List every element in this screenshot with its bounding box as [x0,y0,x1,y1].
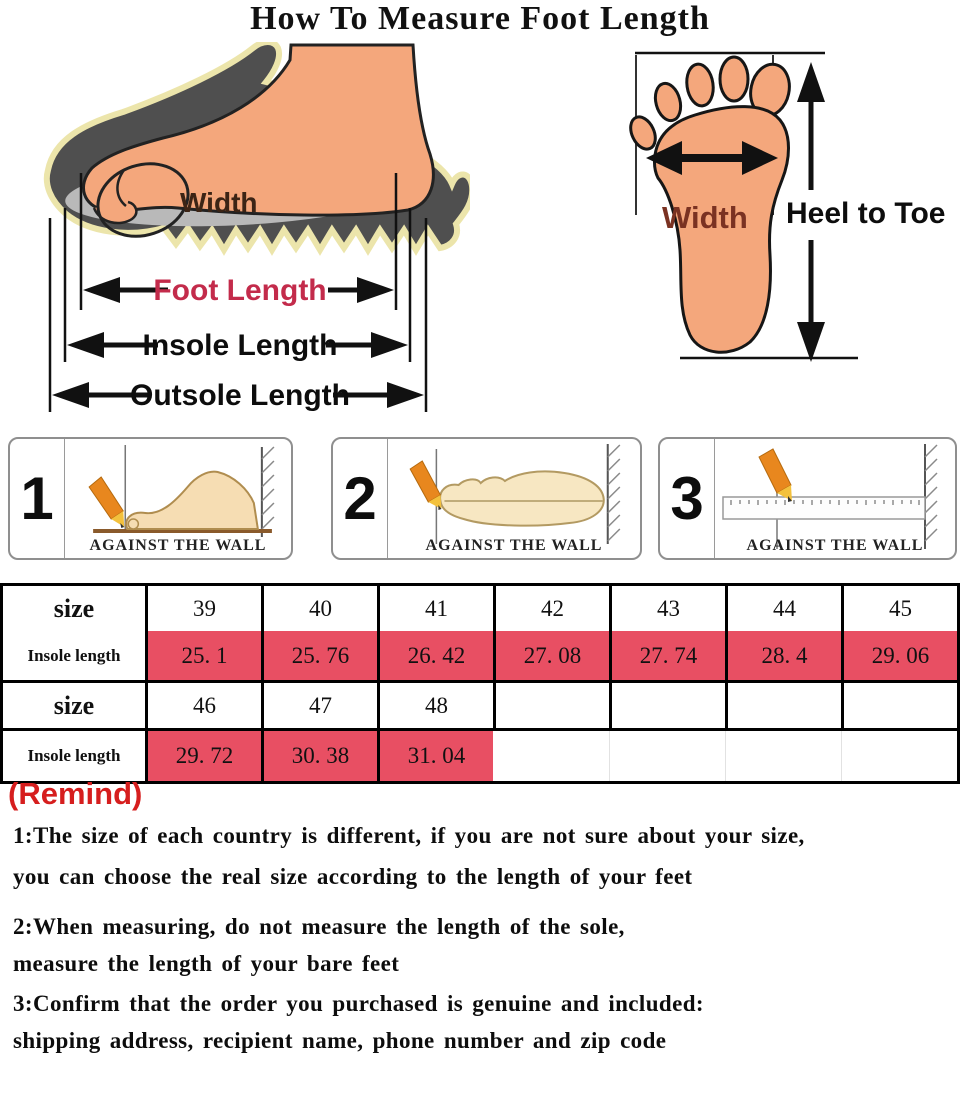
table-row-insole-2 [3,728,957,781]
step-3-number: 3 [660,439,715,558]
table-row-size-1 [3,586,957,631]
insole-value: 25. 76 [261,631,377,680]
size-value [609,683,725,728]
size-value [725,683,841,728]
insole-value: 29. 06 [841,631,957,680]
empty-cell [725,731,841,781]
ruler [723,497,925,519]
page-title: How To Measure Foot Length [250,0,710,37]
size-value [841,683,957,728]
sole-illustration [610,40,960,370]
step-2-number: 2 [333,439,388,558]
remind-item-2-line-1: 2:When measuring, do not measure the length of the sole, [13,914,625,939]
empty-cell [609,731,725,781]
toe [128,519,138,529]
foot-length-label: Foot Length [153,274,327,307]
size-value: 43 [609,586,725,631]
foot-profile [126,472,258,529]
heel-to-toe-label: Heel to Toe [786,197,946,230]
side-width-label: Width [180,187,258,218]
remind-item-3-line-1: 3:Confirm that the order you purchased is genuine and included: [13,991,704,1016]
pencil-icon [759,449,792,502]
empty-cell [493,731,609,781]
size-table [0,583,960,784]
wall-hatch [608,445,620,541]
remind-item-1-line-1: 1:The size of each country is different, if you are not sure about your size, [13,823,805,848]
sole-view-diagram [610,40,960,375]
side-foot-illustration [28,42,470,422]
sole-width-label: Width [662,200,748,235]
size-value: 48 [377,683,493,728]
insole-length-label: Insole Length [142,329,338,362]
insole-value: 27. 08 [493,631,609,680]
insole-value: 26. 42 [377,631,493,680]
size-value: 39 [145,586,261,631]
size-value: 41 [377,586,493,631]
remind-item-3-line-2: shipping address, recipient name, phone number and zip code [13,1028,667,1053]
size-value: 47 [261,683,377,728]
outsole-length-arrow [52,379,424,412]
table-row-size-2 [3,680,957,728]
size-value: 44 [725,586,841,631]
size-value: 45 [841,586,957,631]
size-value: 42 [493,586,609,631]
step-1-caption: AGAINST THE WALL [89,537,267,554]
wall-hatch [925,445,937,541]
step-3-caption: AGAINST THE WALL [746,537,924,554]
step-1-art [65,439,291,558]
insole-value: 27. 74 [609,631,725,680]
size-value [493,683,609,728]
insole-value: 29. 72 [145,731,261,781]
insole-length-arrow [67,329,408,362]
insole-value: 30. 38 [261,731,377,781]
remind-item-1-line-2: you can choose the real size according to the length of your feet [13,864,693,889]
side-view-diagram [28,42,470,427]
wall-hatch [262,447,274,529]
insole-header: Insole length [27,645,121,665]
table-row-insole-1 [3,631,957,680]
foot-length-arrow [83,274,394,307]
step-2-box [331,437,642,560]
empty-cell [841,731,957,781]
step-2-caption: AGAINST THE WALL [425,537,603,554]
step-3-box [658,437,957,560]
remind-item-1 [13,815,953,897]
size-header: size [53,593,95,623]
step-2-art [388,439,640,558]
step-3-art [715,439,955,558]
size-value: 40 [261,586,377,631]
step-1-box [8,437,293,560]
foot-topview [440,471,604,525]
insole-value: 31. 04 [377,731,493,781]
insole-value: 25. 1 [145,631,261,680]
remind-item-2-line-2: measure the length of your bare feet [13,951,400,976]
insole-value: 28. 4 [725,631,841,680]
size-value: 46 [145,683,261,728]
outsole-length-label: Outsole Length [130,379,350,412]
remind-heading: (Remind) [8,776,143,811]
pencil-icon [89,477,124,528]
size-header: size [53,690,95,720]
remind-item-2 [13,908,953,982]
step-1-number: 1 [10,439,65,558]
remind-item-3 [13,985,953,1059]
insole-header: Insole length [27,746,121,765]
